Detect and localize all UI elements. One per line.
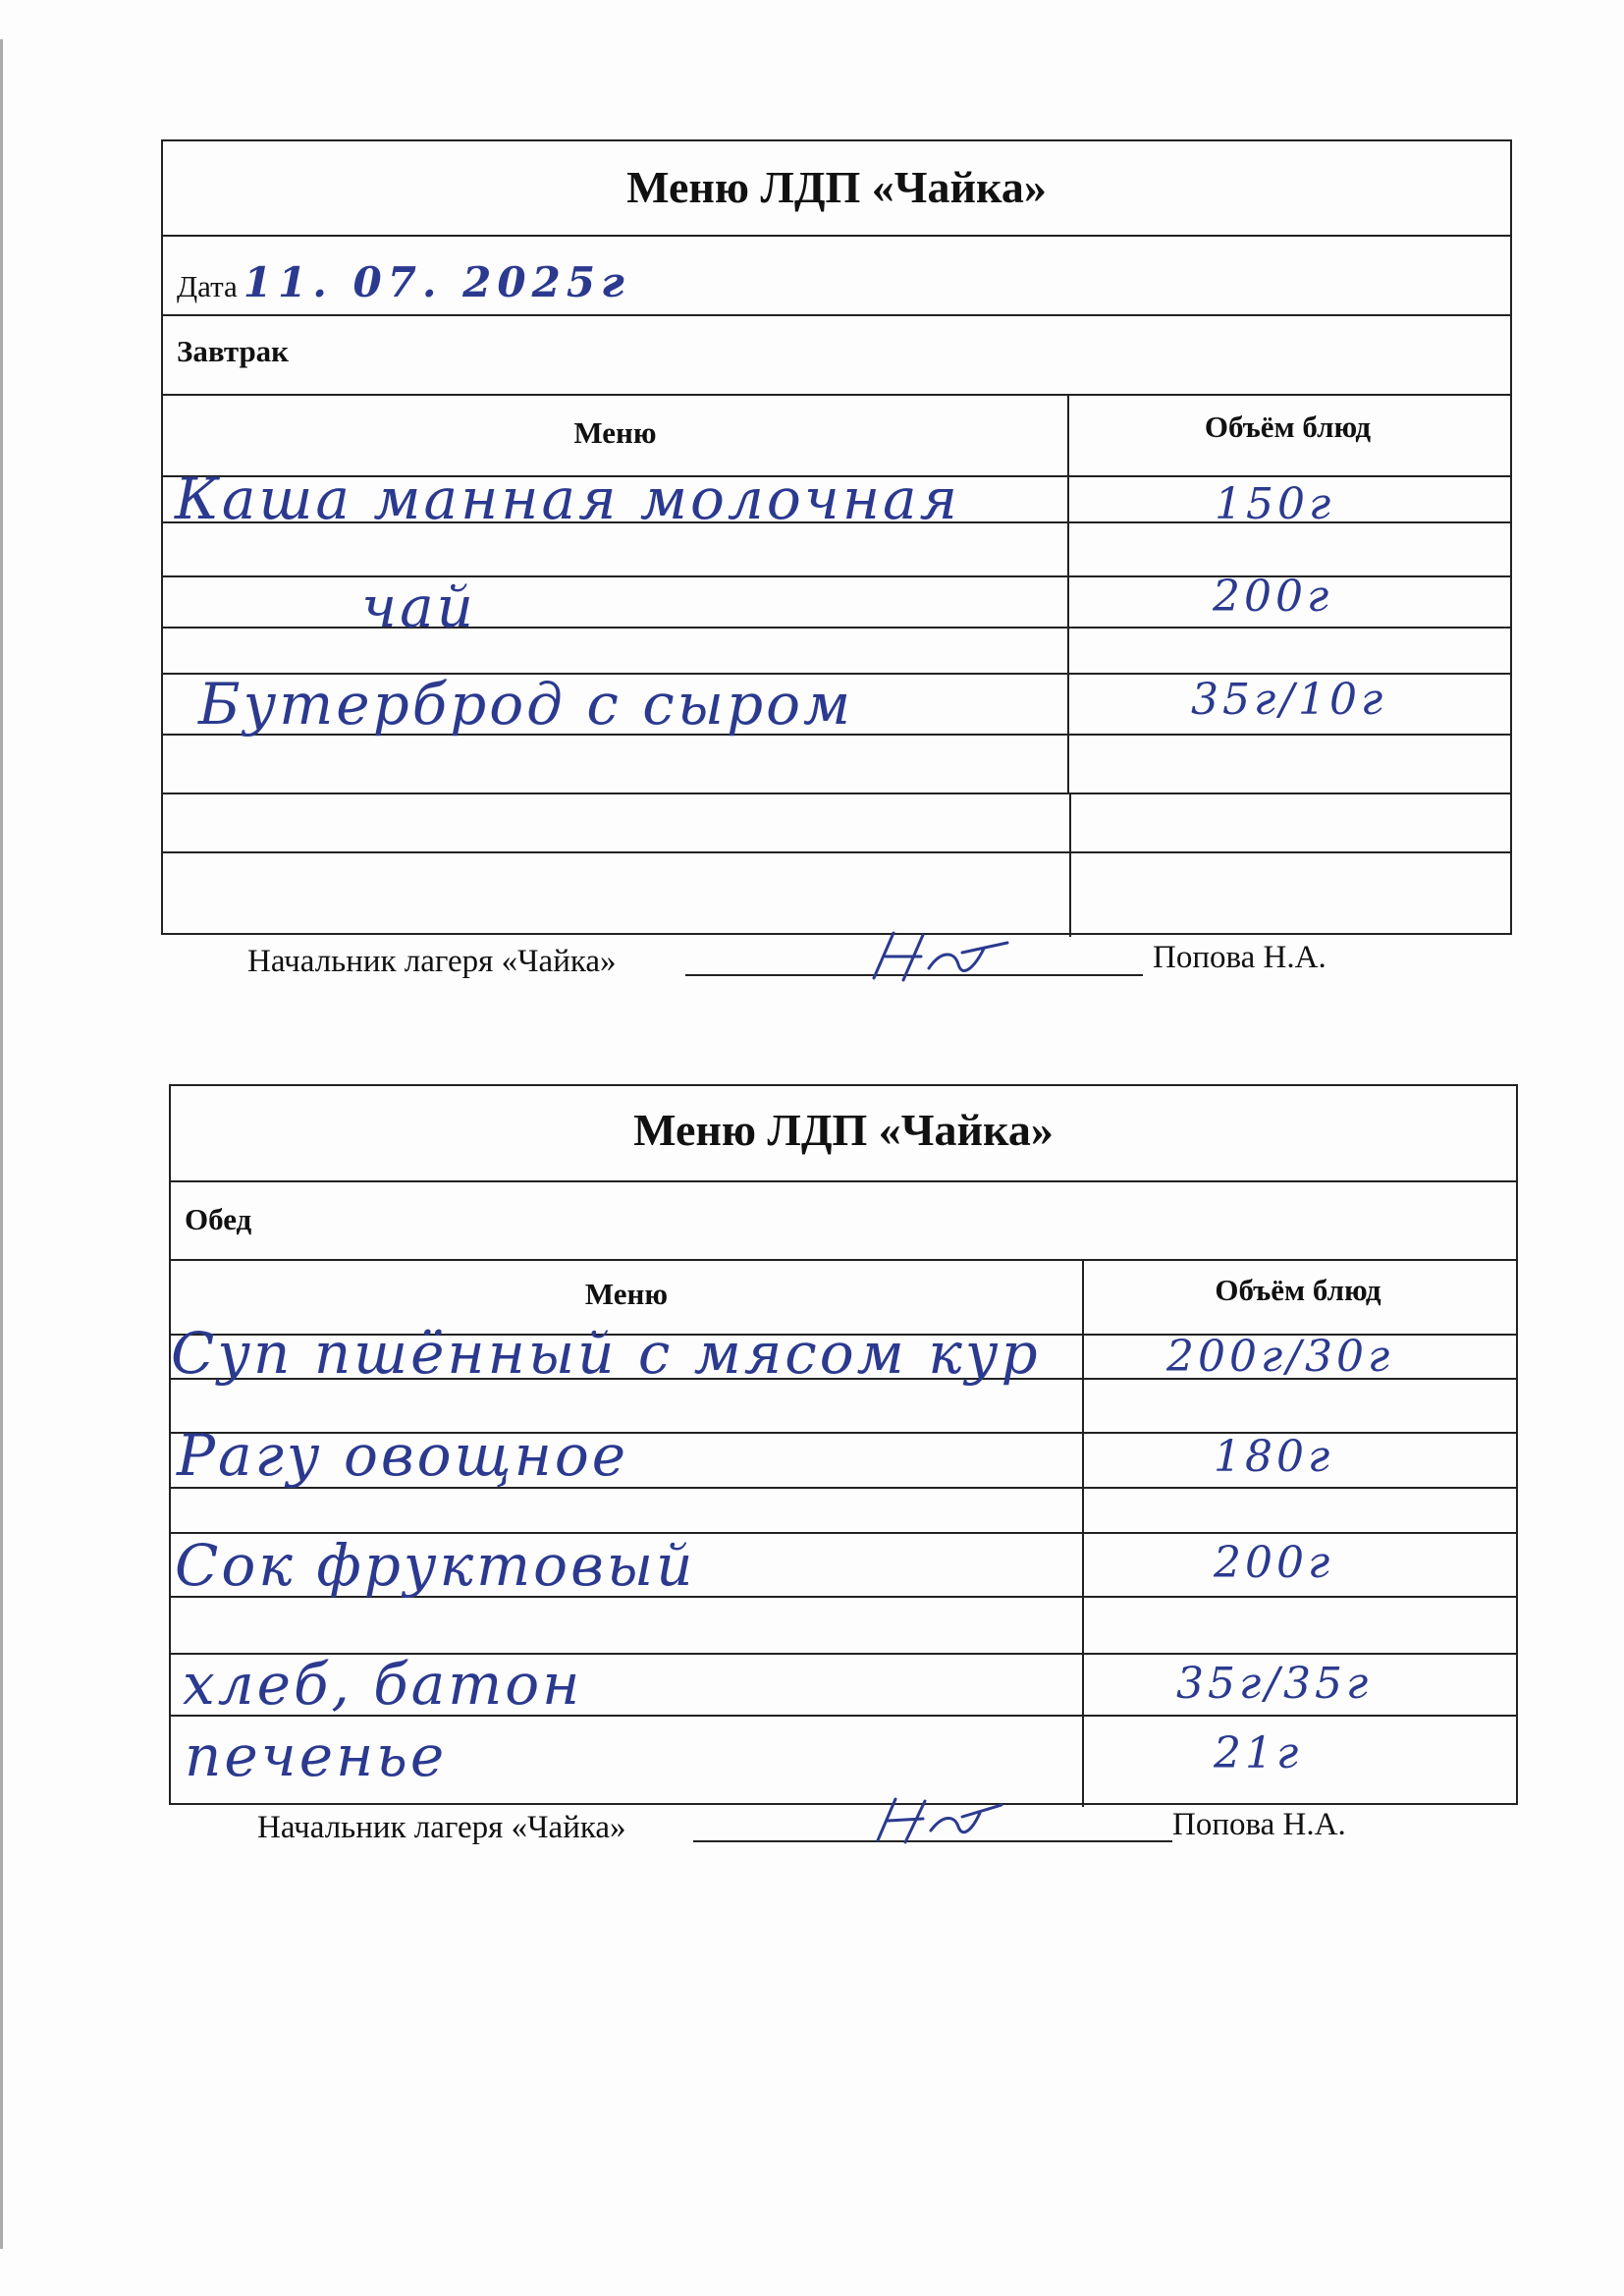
lunch-item-volume: 180г <box>1214 1432 1334 1482</box>
signature-name: Попова Н.А. <box>1153 940 1326 975</box>
lunch-item-volume: 200г/30г <box>1166 1332 1394 1382</box>
breakfast-blank-row <box>163 523 1510 577</box>
lunch-item-volume: 200г <box>1214 1538 1334 1588</box>
lunch-title: Меню ЛДП «Чайка» <box>633 1105 1054 1155</box>
lunch-item-name: Сок фруктовый <box>175 1532 696 1599</box>
breakfast-blank-row <box>163 853 1510 937</box>
breakfast-item-row <box>163 671 1510 738</box>
breakfast-title-row <box>163 141 1510 237</box>
scan-edge <box>0 39 3 2249</box>
breakfast-item-row <box>163 465 1510 532</box>
breakfast-blank-row <box>163 736 1510 794</box>
col-volume-header: Объём блюд <box>1215 1273 1381 1307</box>
date-value: 11. 07. 2025г <box>243 258 630 306</box>
handwritten-signature-icon <box>868 1793 1005 1846</box>
col-menu-header: Меню <box>171 1261 1084 1334</box>
signature-role: Начальник лагеря «Чайка» <box>257 1810 626 1845</box>
breakfast-item-name: Каша манная молочная <box>175 465 961 532</box>
breakfast-item-volume: 150г <box>1215 479 1335 529</box>
col-menu-header: Меню <box>163 396 1069 475</box>
lunch-item-row <box>171 1534 1516 1598</box>
meal-label-breakfast: Завтрак <box>177 334 290 368</box>
lunch-item-row <box>171 1320 1516 1387</box>
lunch-item-name: хлеб, батон <box>183 1651 583 1718</box>
lunch-item-volume: 35г/35г <box>1176 1659 1373 1709</box>
breakfast-blank-row <box>163 794 1510 853</box>
breakfast-item-name: Бутерброд с сыром <box>198 671 854 738</box>
lunch-item-row <box>171 1717 1516 1807</box>
lunch-menu-table <box>169 1084 1518 1805</box>
breakfast-date-row <box>163 237 1510 316</box>
date-label: Дата <box>177 269 238 303</box>
col-volume-header: Объём блюд <box>1204 410 1372 444</box>
lunch-item-name: Суп пшённый с мясом кур <box>171 1320 1041 1387</box>
lunch-blank-row <box>171 1598 1516 1655</box>
lunch-item-name: Рагу овощное <box>177 1422 629 1489</box>
handwritten-signature-icon <box>864 929 1011 984</box>
meal-label-lunch: Обед <box>185 1202 252 1236</box>
lunch-blank-row <box>171 1489 1516 1534</box>
breakfast-blank-row <box>163 629 1510 675</box>
breakfast-item-volume: 35г/10г <box>1191 675 1387 725</box>
lunch-title-row <box>171 1086 1516 1182</box>
breakfast-meal-row <box>163 316 1510 396</box>
breakfast-item-volume: 200г <box>1213 572 1333 622</box>
breakfast-item-row <box>163 572 1510 640</box>
breakfast-menu-table <box>161 139 1512 935</box>
lunch-item-volume: 21г <box>1214 1728 1303 1778</box>
lunch-item-name: печенье <box>185 1722 448 1789</box>
breakfast-item-name: чай <box>361 574 477 640</box>
signature-role: Начальник лагеря «Чайка» <box>247 944 617 979</box>
lunch-meal-row <box>171 1182 1516 1261</box>
lunch-item-row <box>171 1651 1516 1718</box>
lunch-item-row <box>171 1422 1516 1489</box>
breakfast-title: Меню ЛДП «Чайка» <box>626 162 1047 212</box>
signature-name: Попова Н.А. <box>1172 1807 1346 1842</box>
